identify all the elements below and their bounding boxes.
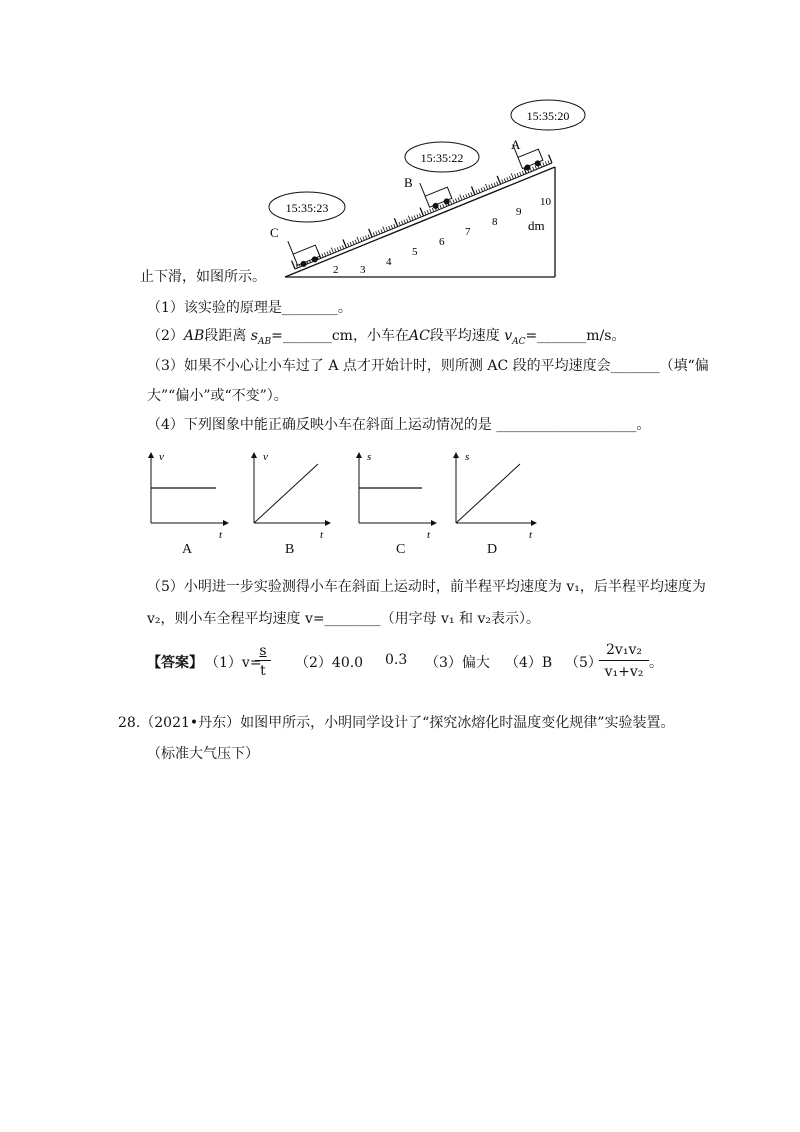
ruler-tick: [502, 179, 504, 183]
ruler-tick: [408, 216, 410, 222]
graph-d-xlabel: t: [529, 529, 533, 541]
ruler-tick: [520, 172, 522, 176]
ruler-tick: [532, 167, 534, 171]
ruler-tick: [543, 162, 545, 166]
ruler-tick: [404, 220, 406, 224]
ruler-tick: [460, 195, 462, 201]
point-c-label: C: [270, 225, 279, 240]
ruler-tick: [440, 205, 442, 209]
ruler-tick: [355, 240, 357, 244]
ruler-tick: [466, 194, 468, 198]
ruler-tick: [455, 199, 457, 203]
q1: （1）该实验的原理是________。: [147, 300, 352, 316]
answer-frac2: 2v₁v₂ v₁+v₂: [599, 640, 649, 683]
ruler-tick: [453, 200, 455, 204]
ruler-tick: [489, 185, 491, 189]
answer-p5: （4）B: [505, 655, 553, 671]
ruler-tick: [430, 209, 432, 213]
ruler-tick: [340, 246, 342, 250]
graph-b-letter: B: [285, 542, 295, 557]
ruler-tick: [458, 197, 460, 201]
ruler-tick: [514, 174, 516, 178]
ruler-tick: [378, 230, 380, 234]
ruler-tick: [468, 193, 470, 197]
ruler-tick: [420, 208, 423, 216]
q3-line2: 大”“偏小”或“不变”）。: [147, 388, 288, 404]
answer-frac1: s t: [255, 642, 271, 681]
ruler-num-2: 2: [333, 264, 339, 276]
ruler-tick: [394, 218, 397, 226]
ruler-tick: [357, 237, 359, 243]
ruler-tick: [391, 225, 393, 229]
ruler-tick: [401, 221, 403, 225]
ruler-num-8: 8: [492, 216, 498, 228]
ruler-tick: [407, 219, 409, 223]
ruler-tick: [485, 184, 487, 190]
answer-label: 【答案】: [147, 655, 203, 671]
ruler-tick: [376, 231, 378, 235]
ruler-tick: [331, 248, 333, 254]
ruler-num-10: 10: [540, 196, 551, 208]
point-b-label: B: [404, 175, 413, 190]
ruler-tick: [491, 184, 493, 188]
ruler-tick: [373, 232, 375, 236]
ruler-tick: [535, 166, 537, 170]
ruler-tick: [417, 214, 419, 218]
ruler-tick: [427, 210, 429, 214]
graph-a: [151, 451, 228, 541]
ruler-tick: [517, 173, 519, 177]
ruler-num-6: 6: [439, 236, 445, 248]
timer-c: 15:35:23: [285, 201, 329, 215]
q28-line2: （标准大气压下）: [147, 746, 259, 762]
timer-a: 15:35:20: [526, 109, 570, 123]
intro-tail: 止下滑，如图所示。: [140, 269, 266, 285]
answer-p6: （5）: [565, 655, 602, 671]
ruler-tick: [399, 222, 401, 226]
ruler-tick: [463, 195, 465, 199]
ruler-num-4: 4: [386, 256, 392, 268]
graph-a-ylabel: v: [159, 451, 164, 463]
ruler-tick: [419, 213, 421, 217]
ruler-tick: [342, 245, 344, 249]
ruler-tick: [450, 201, 452, 205]
ruler-tick: [389, 226, 391, 230]
ruler-tick: [497, 182, 499, 186]
ruler-tick: [443, 204, 445, 208]
ruler-tick: [432, 208, 434, 212]
graph-b-ylabel: v: [263, 451, 268, 463]
graph-c: [359, 451, 436, 541]
ruler-tick: [479, 189, 481, 193]
ruler-tick: [545, 161, 547, 165]
ruler-tick: [292, 261, 295, 269]
graph-d: [456, 451, 536, 541]
graph-d-letter: D: [487, 542, 498, 557]
answer-end: 。: [649, 655, 663, 671]
q5-line2: v₂，则小车全程平均速度 v=________（用字母 v₁ 和 v₂表示）。: [147, 611, 541, 627]
ruler-tick: [327, 252, 329, 256]
graph-a-letter: A: [182, 542, 193, 557]
answer-p2: （2）40.0: [295, 655, 364, 671]
ruler-tick: [414, 215, 416, 219]
ruler-tick: [425, 211, 427, 215]
ruler-tick: [322, 254, 324, 258]
ruler-tick: [497, 176, 500, 184]
ruler-tick: [337, 247, 339, 251]
q2: （2）AB段距离 $s_{AB}=\_\_\_\_\_\_\_cm$，小车在AC段平均速度 $v_{AC}=\_\_\_\_\_\_\_m/s$。: [147, 328, 626, 347]
graph-c-ylabel: s: [367, 451, 372, 463]
ruler-tick: [494, 183, 496, 187]
ruler-tick: [471, 192, 473, 196]
graph-a-xlabel: t: [219, 529, 223, 541]
graph-b-xlabel: t: [320, 529, 324, 541]
ruler-tick: [360, 238, 362, 242]
ruler-num-7: 7: [465, 226, 471, 238]
ruler-tick: [381, 229, 383, 233]
ruler-tick: [363, 237, 365, 241]
ruler-tick: [368, 235, 370, 239]
answer-p3: 0.3: [385, 652, 408, 668]
ruler-tick: [476, 190, 478, 194]
ruler-tick: [412, 217, 414, 221]
ruler-tick: [509, 176, 511, 180]
ruler-tick: [324, 253, 326, 257]
q28-line1: 28.（2021•丹东）如图甲所示，小明同学设计了“探究冰熔化时温度变化规律”实验装置。: [118, 715, 675, 731]
ruler-num-5: 5: [412, 246, 418, 258]
ruler-tick: [350, 242, 352, 246]
ruler-tick: [481, 188, 483, 192]
ruler-num-9: 9: [516, 206, 522, 218]
answer-p1: （1）v=: [205, 655, 262, 671]
q5-line1: （5）小明进一步实验测得小车在斜面上运动时，前半程平均速度为 v₁，后半程平均速度为: [147, 579, 706, 595]
ruler-tick: [471, 186, 474, 194]
answer-p4: （3）偏大: [425, 655, 490, 671]
incline-figure: [260, 95, 600, 285]
point-a-label: A: [511, 137, 521, 152]
ruler-num-3: 3: [360, 264, 366, 276]
ruler-tick: [383, 226, 385, 232]
graph-c-xlabel: t: [427, 529, 431, 541]
graph-b: [254, 451, 330, 541]
q4: （4）下列图象中能正确反映小车在斜面上运动情况的是 ____________________。: [147, 417, 651, 433]
q3-line1: （3）如果不小心让小车过了 A 点才开始计时，则所测 AC 段的平均速度会_______（填“偏: [147, 358, 709, 374]
timer-b: 15:35:22: [420, 151, 464, 165]
ruler-tick: [386, 227, 388, 231]
ruler-tick: [365, 236, 367, 240]
ruler-tick: [369, 229, 372, 237]
ruler-tick: [549, 155, 552, 163]
ruler-unit: dm: [528, 218, 545, 233]
ruler-tick: [347, 243, 349, 247]
ruler-tick: [335, 248, 337, 252]
ruler-tick: [548, 160, 550, 164]
ruler-tick: [329, 250, 331, 254]
ruler-tick: [484, 187, 486, 191]
ruler-tick: [511, 173, 513, 179]
ruler-tick: [343, 239, 346, 247]
ruler-tick: [504, 178, 506, 182]
ruler-tick: [522, 171, 524, 175]
graph-c-letter: C: [396, 542, 406, 557]
ruler-tick: [507, 177, 509, 181]
ruler-tick: [353, 241, 355, 245]
graph-d-ylabel: s: [465, 451, 470, 463]
ruler-tick: [394, 224, 396, 228]
